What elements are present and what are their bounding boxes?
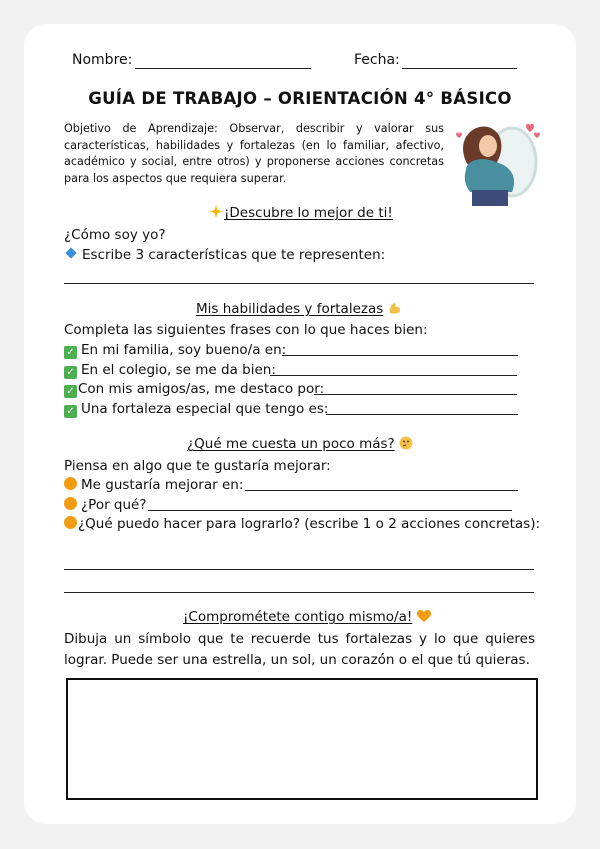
strength-label: En el colegio, se me da bien: <box>81 362 276 378</box>
strength-label: Con mis amigos/as, me destaco por: <box>78 381 325 397</box>
strength-item <box>64 361 276 379</box>
actions-line-1[interactable] <box>64 569 534 570</box>
section1-prompt: Escribe 3 características que te representen: <box>82 247 386 263</box>
section1-prompt-row <box>64 246 385 264</box>
page-title: GUÍA DE TRABAJO – ORIENTACIÓN 4° BÁSICO <box>88 89 512 108</box>
thinking-face-icon <box>399 436 413 450</box>
improve-blank[interactable] <box>245 490 518 491</box>
section2-title: Mis habilidades y fortalezas <box>196 301 384 317</box>
section3-intro: Piensa en algo que te gustaría mejorar: <box>64 458 331 474</box>
section2-intro: Completa las siguientes frases con lo que haces bien: <box>64 322 428 338</box>
strength-label: Una fortaleza especial que tengo es: <box>81 401 329 417</box>
section4-text: Dibuja un símbolo que te recuerde tus fortalezas y lo que quieres lograr. Puede ser una estrella, un sol, un corazón o el que tú quieras. <box>64 631 535 668</box>
section3-title: ¿Qué me cuesta un poco más? <box>187 436 395 452</box>
section2-heading <box>196 301 402 317</box>
why-label: ¿Por qué? <box>81 497 147 513</box>
check-icon: ✓ <box>64 385 77 398</box>
actions-item <box>64 515 540 533</box>
name-label: Nombre: <box>72 52 133 68</box>
actions-label: ¿Qué puedo hacer para lograrlo? (escribe 1 o 2 acciones concretas): <box>78 516 541 532</box>
strength-item <box>64 380 324 398</box>
orange-circle-icon <box>64 477 77 490</box>
orange-circle-icon <box>64 497 77 510</box>
muscle-icon <box>388 301 402 315</box>
sparkles-icon <box>210 205 224 219</box>
section1-heading <box>210 205 393 221</box>
improve-label: Me gustaría mejorar en: <box>81 477 244 493</box>
strength-blank[interactable] <box>314 394 517 395</box>
section1-question: ¿Cómo soy yo? <box>64 227 166 243</box>
improve-item <box>64 476 243 494</box>
diamond-icon <box>65 247 76 258</box>
drawing-box[interactable] <box>66 678 538 800</box>
check-icon: ✓ <box>64 346 77 359</box>
section3-heading <box>187 436 413 452</box>
actions-line-2[interactable] <box>64 592 534 593</box>
why-blank[interactable] <box>148 510 512 511</box>
learning-objective: Objetivo de Aprendizaje: Observar, describir y valorar sus características, habilidades y fortalezas (en lo familiar, afectivo, académico y social, entre otros) y proponerse acciones concretas para los aspectos que requiera superar. <box>64 122 444 185</box>
name-blank[interactable] <box>135 68 311 69</box>
section4-heading <box>183 609 431 625</box>
why-item <box>64 496 147 514</box>
hug-illustration <box>452 112 544 208</box>
strength-blank[interactable] <box>282 355 518 356</box>
characteristics-line[interactable] <box>64 283 534 284</box>
orange-heart-icon <box>417 610 431 623</box>
section1-title: ¡Descubre lo mejor de ti! <box>224 205 393 221</box>
strength-item <box>64 400 328 418</box>
strength-label: En mi familia, soy bueno/a en: <box>81 342 287 358</box>
strength-blank[interactable] <box>270 375 517 376</box>
check-icon: ✓ <box>64 366 77 379</box>
check-icon: ✓ <box>64 405 77 418</box>
strength-item <box>64 341 286 359</box>
date-blank[interactable] <box>402 68 517 69</box>
orange-circle-icon <box>64 516 77 529</box>
strength-blank[interactable] <box>326 414 518 415</box>
section4-title: ¡Comprométete contigo mismo/a! <box>183 609 413 625</box>
date-label: Fecha: <box>354 52 400 68</box>
